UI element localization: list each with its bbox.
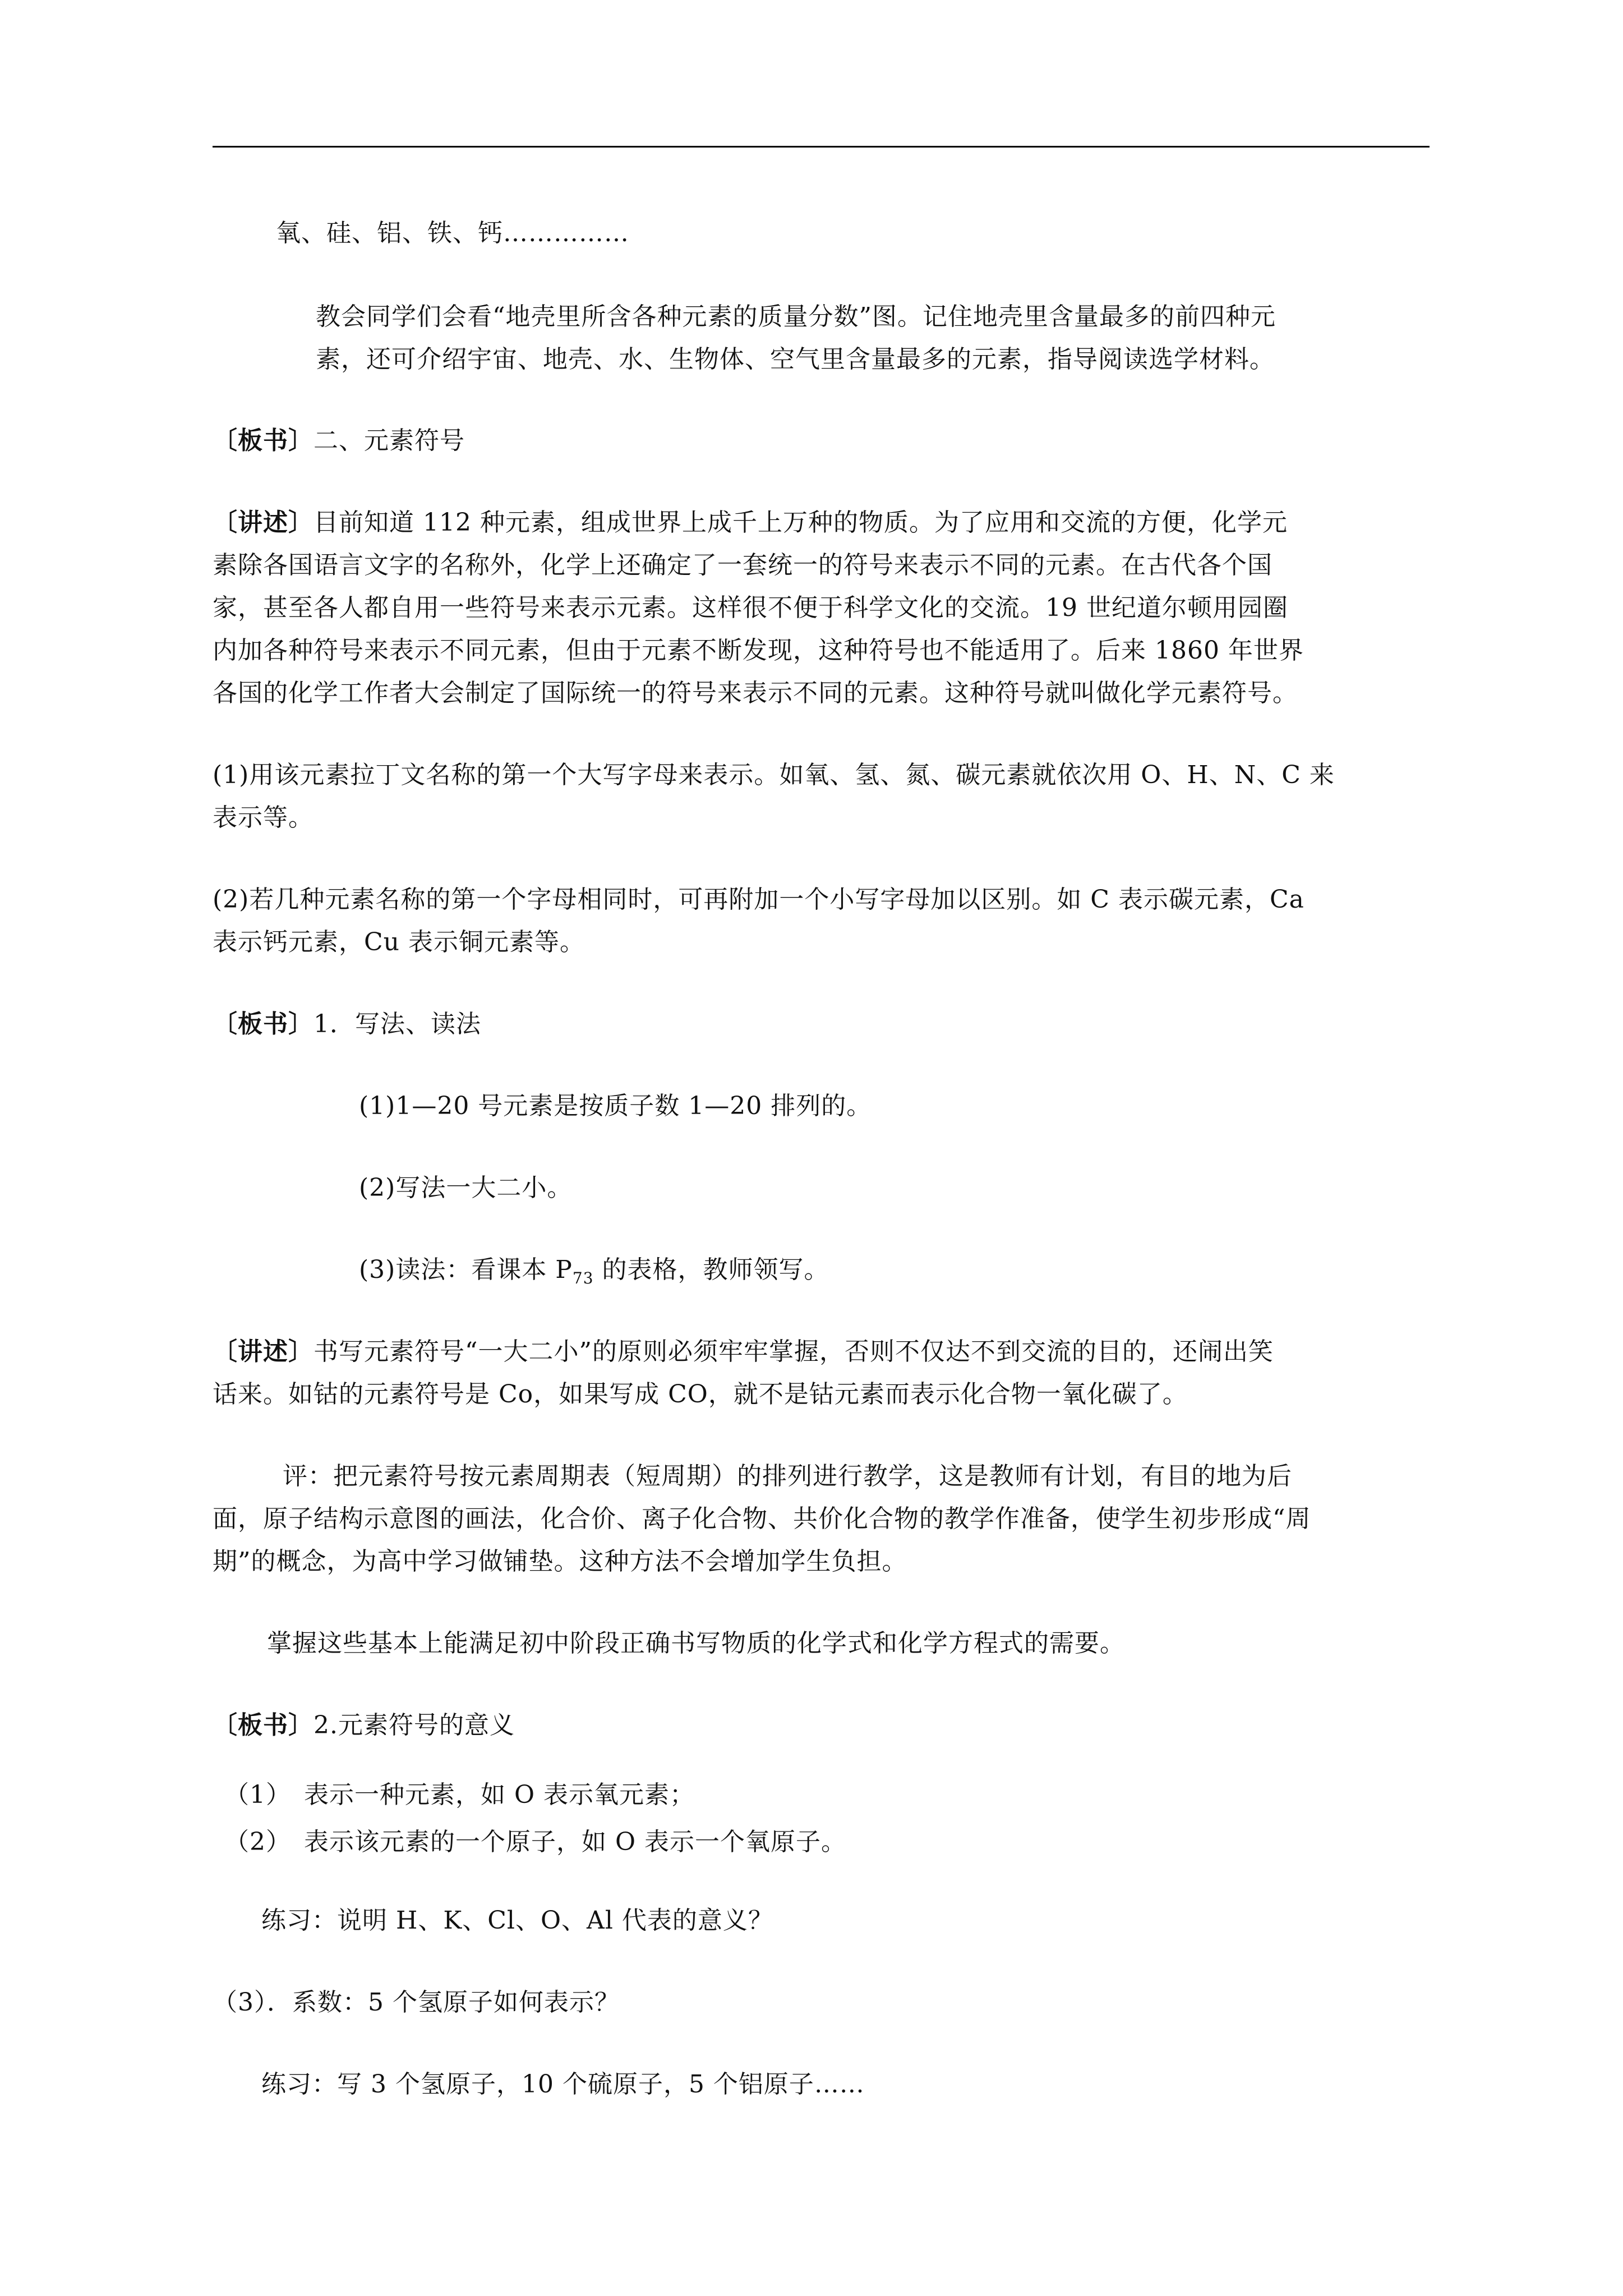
board-text: 二、元素符号 xyxy=(313,426,465,455)
text-line xyxy=(213,1009,481,1040)
text-line: 各国的化学工作者大会制定了国际统一的符号来表示不同的元素。这种符号就叫做化学元素符号。 xyxy=(213,679,1298,707)
text-line xyxy=(213,425,465,457)
text-line: (2)写法一大二小。 xyxy=(359,1174,573,1202)
board-tag: 〔板书〕 xyxy=(213,1010,313,1038)
text-line: 期”的概念，为高中学习做铺垫。这种方法不会增加学生负担。 xyxy=(213,1547,907,1576)
text-line: 面，原子结构示意图的画法，化合价、离子化合物、共价化合物的教学作准备，使学生初步形成“周 xyxy=(213,1504,1311,1533)
reading-text: (3)读法：看课本 P xyxy=(359,1255,573,1284)
text-line: 练习：写 3 个氢原子，10 个硫原子，5 个铝原子…… xyxy=(261,2070,865,2099)
text-line xyxy=(213,507,1288,539)
text-line: 家，甚至各人都自用一些符号来表示元素。这样很不便于科学文化的交流。19 世纪道尔顿用园圈 xyxy=(213,593,1288,622)
text-line: (2)若几种元素名称的第一个字母相同时，可再附加一个小写字母加以区别。如 C 表示碳元素，Ca xyxy=(213,885,1304,914)
lecture-text: 书写元素符号“一大二小”的原则必须牢牢掌握，否则不仅达不到交流的目的，还闹出笑 xyxy=(313,1337,1274,1366)
text-line xyxy=(213,1710,515,1741)
text-line: 练习：说明 H、K、Cl、O、Al 代表的意义？ xyxy=(261,1906,773,1935)
text-line: 内加各种符号来表示不同元素，但由于元素不断发现，这种符号也不能适用了。后来 1860 年世界 xyxy=(213,636,1304,665)
text-line xyxy=(359,1254,829,1286)
text-line: 表示等。 xyxy=(213,803,313,832)
board-tag: 〔板书〕 xyxy=(213,1711,313,1740)
text-line: （3）．系数：5 个氢原子如何表示？ xyxy=(213,1988,620,2017)
lecture-tag: 〔讲述〕 xyxy=(213,508,313,537)
board-text: 2.元素符号的意义 xyxy=(313,1711,515,1740)
text-line: 素除各国语言文字的名称外，化学上还确定了一套统一的符号来表示不同的元素。在古代各个国 xyxy=(213,551,1272,579)
header-rule xyxy=(213,146,1430,148)
text-line: (1)1—20 号元素是按质子数 1—20 排列的。 xyxy=(359,1092,872,1120)
text-line: 话来。如钴的元素符号是 Co，如果写成 CO，就不是钴元素而表示化合物一氧化碳了。 xyxy=(213,1380,1188,1409)
text-line: （2） 表示该元素的一个原子，如 O 表示一个氧原子。 xyxy=(224,1828,847,1856)
text-line: （1） 表示一种元素，如 O 表示氧元素； xyxy=(224,1780,695,1809)
text-line: 氧、硅、铝、铁、钙…………… xyxy=(276,219,629,247)
text-line: 教会同学们会看“地壳里所含各种元素的质量分数”图。记住地壳里含量最多的前四种元 xyxy=(316,302,1276,331)
text-line: 掌握这些基本上能满足初中阶段正确书写物质的化学式和化学方程式的需要。 xyxy=(267,1629,1125,1658)
reading-text-tail: 的表格，教师领写。 xyxy=(593,1255,829,1284)
text-line xyxy=(213,1336,1274,1368)
page-subscript: 73 xyxy=(572,1269,594,1287)
text-line: 表示钙元素，Cu 表示铜元素等。 xyxy=(213,928,585,956)
board-tag: 〔板书〕 xyxy=(213,426,313,455)
text-line: (1)用该元素拉丁文名称的第一个大写字母来表示。如氧、氢、氮、碳元素就依次用 O、H、N、C 来 xyxy=(213,761,1335,789)
lecture-text: 目前知道 112 种元素，组成世界上成千上万种的物质。为了应用和交流的方便，化学元 xyxy=(313,508,1288,537)
text-line: 素，还可介绍宇宙、地壳、水、生物体、空气里含量最多的元素，指导阅读选学材料。 xyxy=(316,345,1275,374)
lecture-tag: 〔讲述〕 xyxy=(213,1337,313,1366)
text-line: 评：把元素符号按元素周期表（短周期）的排列进行教学，这是教师有计划，有目的地为后 xyxy=(283,1462,1292,1490)
board-text: 1．写法、读法 xyxy=(313,1010,481,1038)
